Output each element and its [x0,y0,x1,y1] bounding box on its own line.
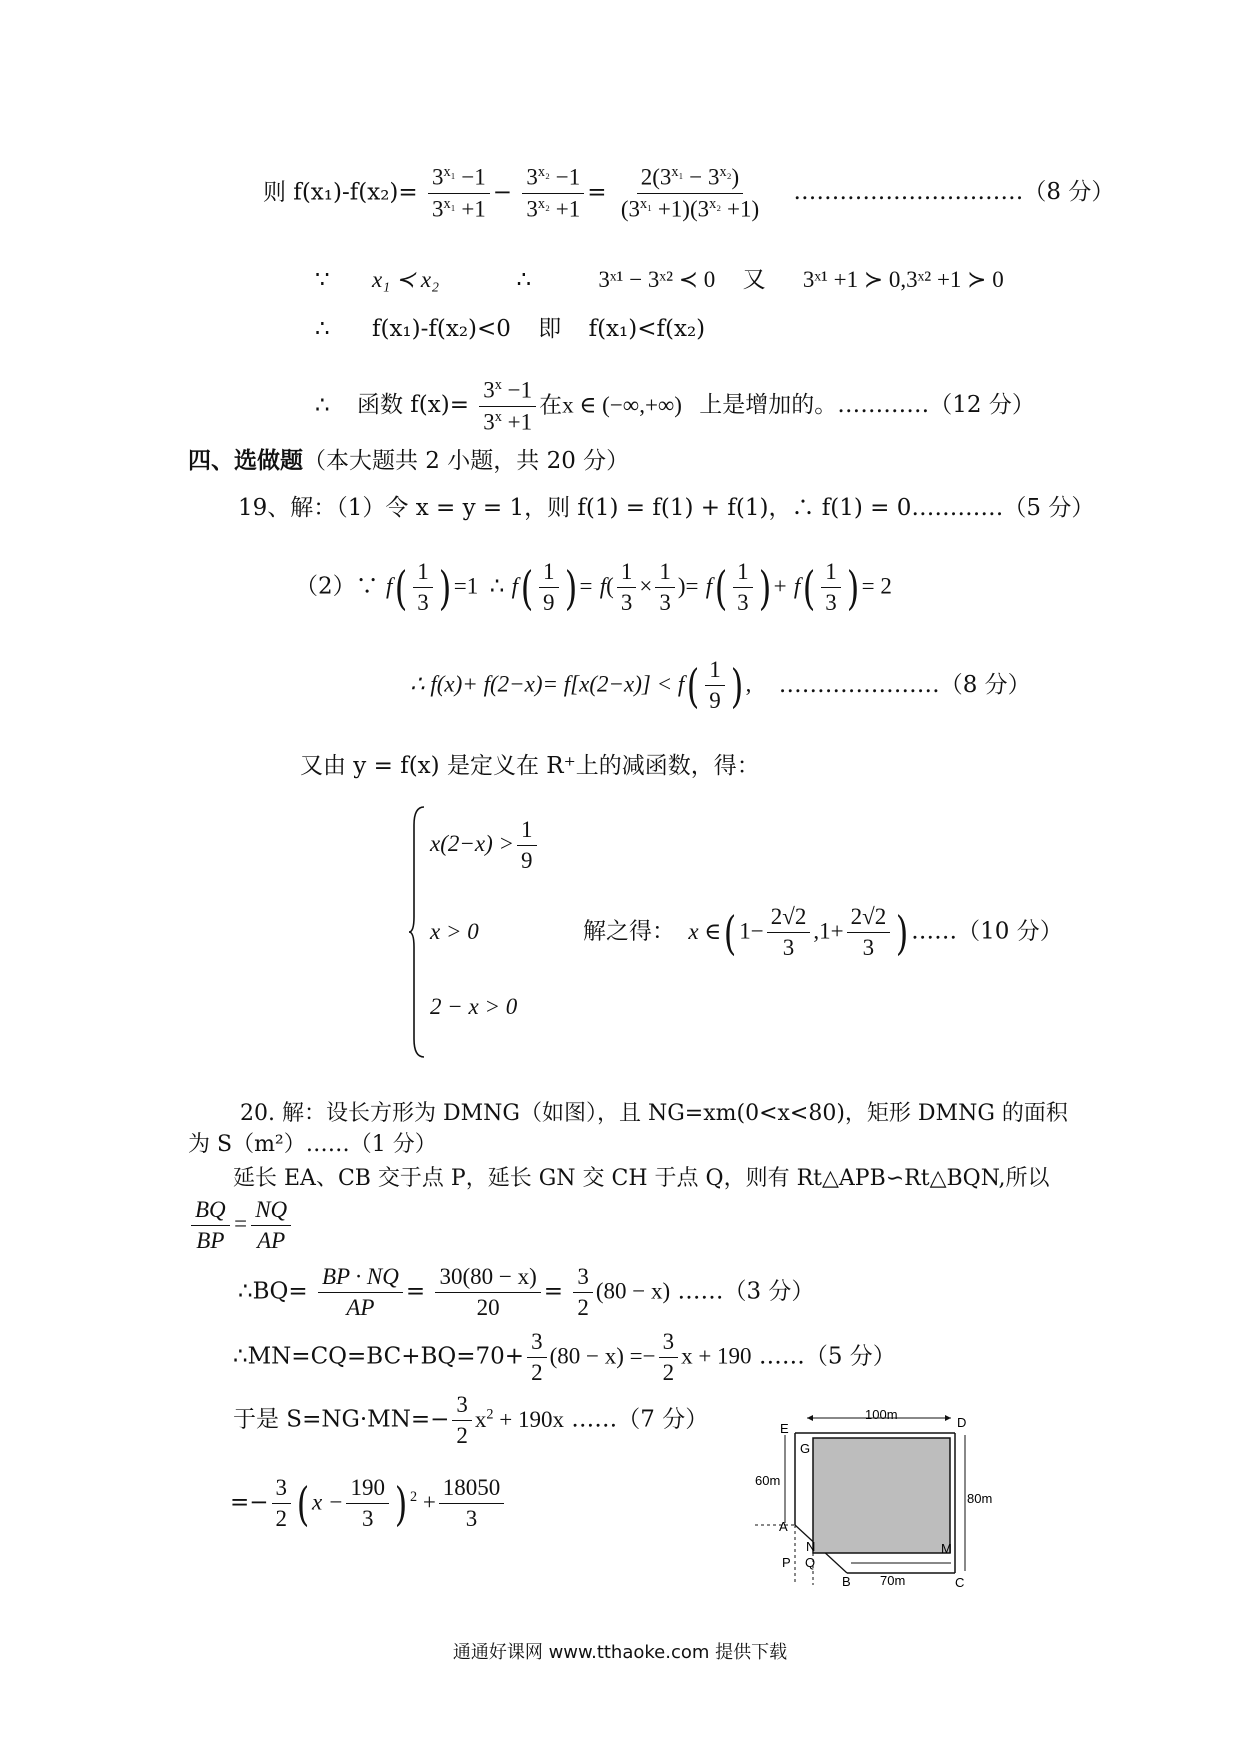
label-E: E [780,1421,789,1436]
fraction: $\frac{18050}{3}$ [439,1476,505,1531]
score: ……（3 分） [677,1278,815,1305]
fraction: $\frac{1}{9}$ [705,658,725,713]
equation-part: ( [606,573,614,599]
label-C: C [955,1575,965,1590]
fraction: $\frac{3}{2}$ [659,1330,679,1385]
equation-part: (80 − x) =− [549,1343,656,1369]
because-symbol: ∵ [315,267,330,293]
page-footer: 通通好课网 www.tthaoke.com 提供下载 [452,1642,788,1663]
inequality: 3ˣ¹ − 3ˣ² ≺ 0 [598,267,716,292]
equation-part: x ∈ [688,918,722,944]
score: …………………………（8 分） [793,179,1115,206]
paren: ) [758,560,771,615]
section-note: （本大题共 2 小题，共 20 分） [303,448,630,474]
paren: ( [714,560,728,615]
fraction: $\frac{1}{3}$ [733,560,753,615]
fraction: $\frac{NQ}{AP}$ [251,1198,291,1253]
equation-part: (80 − x) [595,1278,671,1304]
score: ……（7 分） [571,1406,709,1433]
last-lead: =− [230,1489,269,1516]
paren: ( [395,560,408,615]
section-heading [188,449,629,473]
therefore-symbol: ∴ [315,316,330,342]
label-P: P [782,1555,791,1570]
paren: ( [296,1476,310,1531]
paren: ( [723,905,737,960]
equation-part: = 2 [861,573,892,599]
function-lead: 函数 f(x)= [356,392,469,419]
fraction: $\frac{190}{3}$ [346,1476,389,1531]
fraction: $\frac{2√2}{3}$ [767,905,811,960]
fraction: $\frac{1}{9}$ [539,560,559,615]
q19-line1: 19、解：（1）令 x = y = 1，则 f(1) = f(1) + f(1)，∴ f(1) = 0…………（5 分） [238,495,1095,521]
q19-line2-lead: （2）∵ [295,573,379,600]
q20-line3: 延长 EA、CB 交于点 P，延长 GN 交 CH 于点 Q，则有 Rt△APB∽Rt△BQN,所以 [233,1166,1050,1191]
fraction: $\frac{2(3^{x_1} - 3^{x_2})}{(3^{x_1} +1)(3^{x_2} +1)}$ [620,164,760,222]
fraction: $\frac{30(80 - x)}{20}$ [435,1265,540,1320]
f-term: f [511,573,519,599]
equation-part: $x^2 + 190x$ [474,1405,564,1432]
paren: ) [564,560,577,615]
dim-right: 80m [967,1491,993,1506]
fraction: $\frac{BP \cdot NQ}{AP}$ [318,1265,403,1320]
system-row-1 [430,818,540,873]
label-D: D [957,1415,967,1430]
equation-part: =1 ∴ [453,573,505,599]
system-row-2: x > 0 [430,919,479,944]
score: …………………（8 分） [778,671,1031,698]
label-B: B [842,1574,851,1589]
q19-line4: 又由 y = f(x) 是定义在 R⁺上的减函数，得： [300,753,760,779]
label-A: A [779,1519,788,1534]
q19-solution [583,905,1063,960]
ji-word: 即 [538,316,562,342]
section-title: 四、选做题 [188,447,303,474]
system-brace [408,805,428,1060]
rectangle-figure [755,1405,1010,1590]
dim-bottom: 70m [880,1573,906,1588]
equation-part: + [773,573,787,599]
equation-part: x − [312,1489,344,1515]
equation-part: = [579,573,593,599]
equation-part: ∴ f(x)+ f(2−x)= f[x(2−x)] < f [410,671,685,697]
q20-ratio: $\frac{BQ}{BP}$ = $\frac{NQ}{AP}$ [188,1198,294,1253]
paren: ) [438,560,452,615]
exponent: 2 [409,1488,418,1505]
q20-last [230,1476,507,1531]
inequality: f(x₁)<f(x₂) [588,316,706,342]
equation-part: 1− [739,918,764,944]
paren: ) [846,560,859,615]
paren: ( [802,560,816,615]
fraction: $\frac{1}{3}$ [655,560,675,615]
paren: ) [394,1476,408,1531]
fraction: $\frac{2√2}{3}$ [847,905,891,960]
fraction: $\frac{3}{2}$ [272,1476,292,1531]
dim-left: 60m [755,1473,781,1488]
fraction: $\frac{1}{3}$ [821,560,841,615]
equation-part: ,1+ [813,918,844,944]
inequality: f(x₁)-f(x₂)<0 [371,316,511,342]
label-G: G [800,1441,811,1456]
paren: ) [895,905,909,960]
solve-label: 解之得： [583,918,675,945]
inequality: 3ˣ¹ +1 ≻ 0,3ˣ² +1 ≻ 0 [802,267,1004,292]
fraction: $\frac{3}{2}$ [452,1393,472,1448]
mn-lead: ∴MN=CQ=BC+BQ=70+ [233,1343,525,1370]
fraction: $\frac{3}{2}$ [573,1265,593,1320]
q18-line3 [315,318,705,341]
condition: x₁ ≺ x₂ [371,267,440,292]
fraction: $\frac{3}{2}$ [527,1330,547,1385]
therefore-symbol: ∴ [516,267,532,293]
f-term: f [793,573,801,599]
q19-line2 [295,560,892,615]
paren: ( [520,560,534,615]
equation-part: + [417,1489,436,1515]
fraction: $\frac{3^{x_1} -1}{3^{x_1} +1}$ [428,165,490,222]
paren: ( [686,658,700,713]
shaded-rectangle [813,1438,950,1553]
paren: ) [730,658,743,713]
q18-line4 [315,378,1035,435]
equation-part: , [745,671,752,697]
fraction: $\frac{BQ}{BP}$ [191,1198,230,1253]
domain: 在x ∈ (−∞,+∞) [539,392,682,418]
equation-part: )= [677,573,699,599]
q18-line1: 则 f(x₁)-f(x₂)= $\frac{3^{x_1} -1}{3^{x_1} +1}$ − $\frac{3^{x_2} -1}{3^{x_2} +1}$ = $\frac{2(3^{x_1} - 3^{x_2})}{(3^{x_1} +1)(3^{x_2} +1)}$ …………………………（8 分） [263,164,1115,222]
fraction: $\frac{1}{3}$ [617,560,637,615]
and-word: 又 [742,267,766,293]
label-Q: Q [805,1555,816,1570]
score: 上是增加的。…………（12 分） [699,392,1035,419]
equation-part: x + 190 [681,1343,752,1369]
fraction: $\frac{1}{3}$ [413,560,433,615]
fraction: $\frac{3^x -1}{3^x +1}$ [479,378,536,435]
label-N: N [806,1539,816,1554]
system-row-3: 2 − x > 0 [430,994,518,1019]
therefore-symbol: ∴ [315,392,330,419]
q20-s [233,1393,708,1448]
equation-part: × [639,573,653,599]
f-term: f [385,573,393,599]
q20-bq: ∴BQ= $\frac{BP \cdot NQ}{AP}$ = $\frac{30(80 - x)}{20}$ = $\frac{3}{2}$ (80 − x) ……（3 分） [238,1264,815,1321]
q19-line3 [410,658,1031,713]
system-row-1-text: x(2−x) > [430,830,515,856]
s-lead: 于是 S=NG·MN=− [233,1406,450,1433]
bq-lead: ∴BQ= [238,1278,308,1305]
dim-top: 100m [865,1407,898,1422]
score: ……（10 分） [911,918,1063,945]
f-term: f [599,573,607,599]
q18-lead: 则 f(x₁)-f(x₂)= [263,179,418,206]
fraction: $\frac{3^{x_2} -1}{3^{x_2} +1}$ [522,165,584,222]
fraction: $\frac{1}{9}$ [517,818,537,873]
label-M: M [941,1541,952,1556]
q18-line2 [315,268,1004,292]
q20-line2: 为 S（m²）……（1 分） [188,1132,437,1157]
score: ……（5 分） [758,1343,896,1370]
q20-mn [233,1330,896,1385]
q20-line1: 20. 解：设长方形为 DMNG（如图），且 NG=xm(0<x<80)，矩形 DMNG 的面积 [240,1101,1068,1126]
f-term: f [705,573,713,599]
